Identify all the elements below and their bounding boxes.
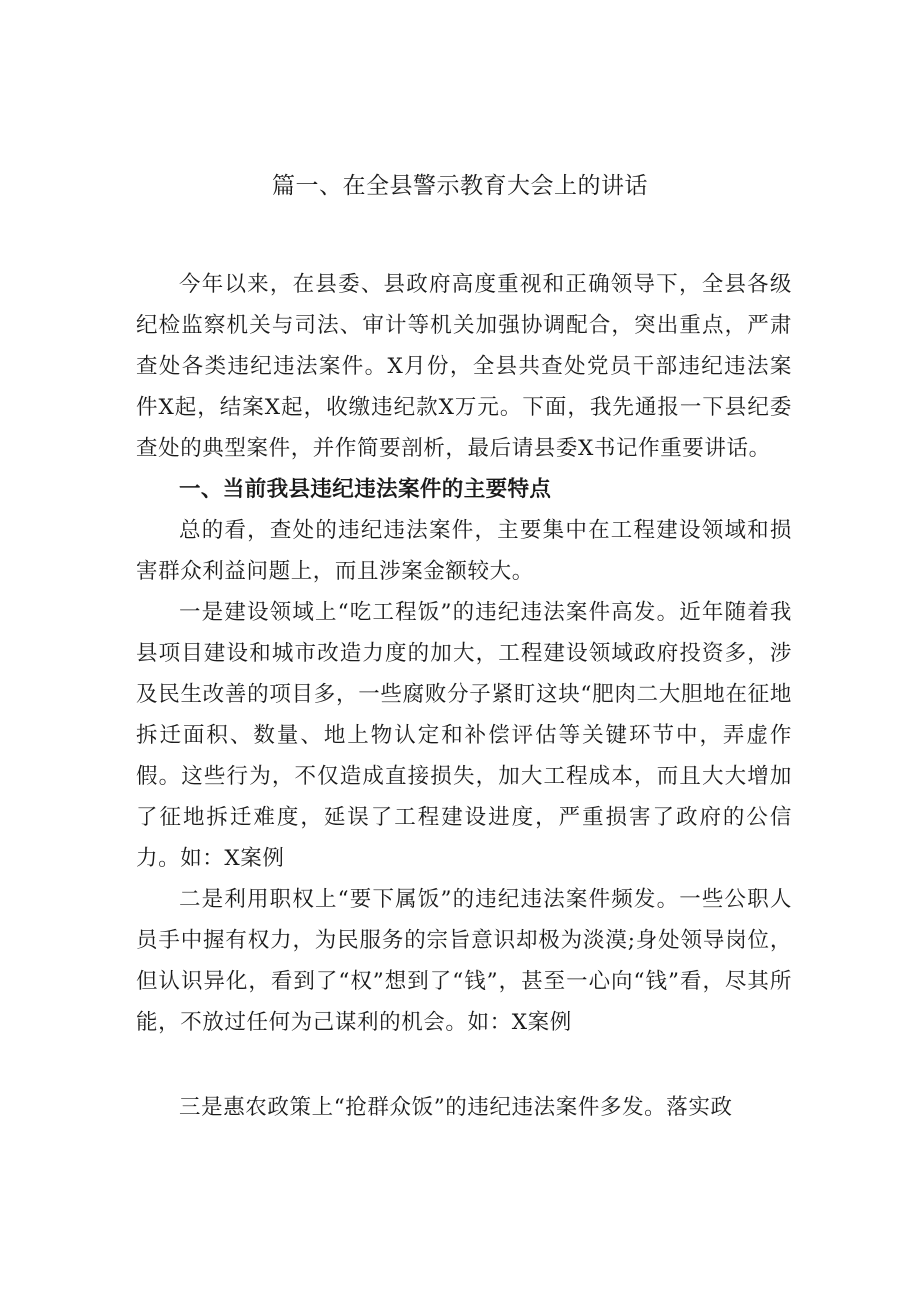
intro-paragraph: 今年以来，在县委、县政府高度重视和正确领导下，全县各级纪检监察机关与司法、审计等机关加强协调配合，突出重点，严肃查处各类违纪违法案件。X月份，全县共查处党员干部违纪违法案件X起，结案X起，收缴违纪款X万元。下面，我先通报一下县纪委查处的典型案件，并作简要剖析，最后请县委X书记作重要讲话。: [136, 272, 792, 461]
point-three-paragraph: 三是惠农政策上“抢群众饭”的违纪违法案件多发。落实政: [179, 1095, 733, 1120]
paragraph-spacer: [136, 1043, 792, 1087]
point-one-paragraph: 一是建设领域上“吃工程饭”的违纪违法案件高发。近年随着我县项目建设和城市改造力度的加大，工程建设领域政府投资多，涉及民生改善的项目多，一些腐败分子紧盯这块“肥肉二大胆地在征地拆迁面积、数量、地上物认定和补偿评估等关键环节中，弄虚作假。这些行为，不仅造成直接损失，加大工程成本，而且大大增加了征地拆迁难度，延误了工程建设进度，严重损害了政府的公信力。如：X案例: [136, 600, 792, 871]
section-heading: 一、当前我县违纪违法案件的主要特点: [179, 477, 552, 502]
point-two-paragraph: 二是利用职权上“要下属饭”的违纪违法案件频发。一些公职人员手中握有权力，为民服务的宗旨意识却极为淡漠;身处领导岗位，但认识异化，看到了“权”想到了“钱”，甚至一心向“钱”看，尽其所能，不放过任何为己谋利的机会。如：X案例: [136, 887, 792, 1035]
document-title: 篇一、在全县警示教育大会上的讲话: [272, 173, 648, 199]
summary-paragraph: 总的看，查处的违纪违法案件，主要集中在工程建设领域和损害群众利益问题上，而且涉案金额较大。: [136, 518, 792, 584]
document-body: [136, 264, 792, 1128]
